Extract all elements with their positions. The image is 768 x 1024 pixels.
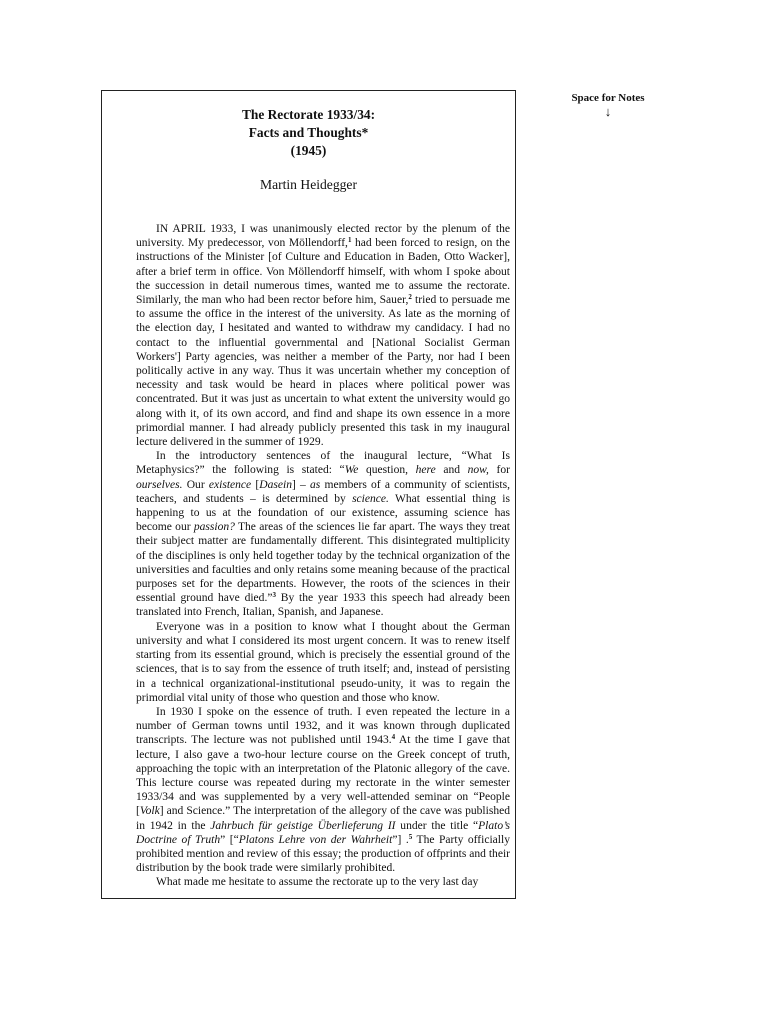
text-run: In 1930 I spoke on the essence of truth. I even repeated the lecture in a number of German towns until 1932, and it was known through duplicated transcripts. The lecture was not published until 1943. (136, 705, 510, 747)
italic-run: Plato’s Doctrine of Truth (136, 819, 510, 846)
italic-run: now, (467, 464, 489, 477)
italic-run: science. (352, 492, 389, 505)
paragraph-3: Everyone was in a position to know what I thought about the German university and what I considered its most urgent concern. It was to renew itself starting from its essential ground, which is precisely the essential ground of the sciences, that is to say from the essence of truth itself; and, instead of persisting in a technical organizational-institutional pseudo-unity, it was to regain the primordial vital unity of those who question and those who know. (136, 620, 510, 704)
text-run: question, (358, 464, 416, 477)
text-run: had been forced to resign, on the instructions of the Minister [of Culture and Education in Baden, Otto Wacker], after a brief term in office. Von Möllendorff himself, with whom I spoke about the succession in detail numerous times, wanted me to assume the rectorate. Similarly, the man who had been rector before him, Sauer, (136, 237, 511, 307)
text-run: for (488, 464, 510, 477)
text-run: By the year 1933 this speech had already been translated into French, Italian, Spanish, and Japanese. (136, 592, 510, 619)
text-run: [ (251, 478, 260, 491)
title-line-1: The Rectorate 1933/34: (241, 107, 376, 122)
italic-run: Volk (139, 805, 160, 818)
text-run: and (435, 464, 468, 477)
italic-run: passion? (193, 521, 235, 534)
text-run: Our (182, 478, 209, 491)
text-run: In the introductory sentences of the inaugural lecture, “What Is Metaphysics?” the following is stated: “ (136, 450, 510, 477)
italic-run: here (415, 464, 436, 477)
text-run: The areas of the sciences lie far apart. The ways they treat their subject matter are fundamentally different. This disintegrated multiplicity of the disciplines is only held together today by the technical organization of the universities and faculties and only retains some meaning because of the practical purposes set for the departments. However, the roots of the sciences in their essential ground have died.” (136, 521, 510, 605)
text-run: What essential thing is happening to us at the foundation of our existence, assuming science has become our (136, 492, 510, 534)
italic-run: Platons Lehre von der Wahrheit (238, 833, 393, 846)
footnote-ref: 1 (347, 236, 352, 245)
text-run: under the title “ (395, 819, 479, 832)
paragraph-5: What made me hesitate to assume the rectorate up to the very last day (156, 876, 479, 889)
notes-label: Space for Notes (571, 92, 645, 104)
paragraph-1 (136, 222, 510, 449)
italic-run: Jahrbuch für geistige Überlieferung II (210, 819, 396, 832)
text-run: ] – (291, 478, 310, 491)
footnote-ref: 5 (408, 832, 413, 841)
text-run: members of a community of scientists, teachers, and students – is determined by (136, 478, 511, 505)
italic-run: We (344, 464, 359, 477)
text-run: The Party officially prohibited mention and review of this essay; the production of offprints and their distribution by the book trade were similarly prohibited. (136, 833, 510, 875)
italic-run: as (310, 478, 321, 491)
page-frame (101, 90, 516, 899)
paragraph-4 (136, 705, 510, 875)
italic-run: ourselves. (136, 478, 183, 491)
title-line-2: Facts and Thoughts* (248, 125, 369, 140)
footnote-ref: 4 (391, 733, 396, 742)
footnote-ref: 3 (272, 591, 276, 600)
down-arrow-icon: ↓ (604, 104, 612, 119)
author-name: Martin Heidegger (259, 177, 357, 192)
italic-run: Dasein (259, 478, 292, 491)
paragraph-2 (136, 449, 510, 619)
text-run: ] and Science.” The interpretation of the allegory of the cave was published in 1942 in the (136, 805, 510, 832)
italic-run: existence (208, 478, 252, 491)
text-run: ” [“ (220, 833, 239, 846)
text-run: ”] . (392, 833, 409, 846)
footnote-ref: 2 (408, 293, 412, 302)
title-line-3: (1945) (290, 143, 327, 158)
text-run: IN APRIL 1933, I was unanimously elected rector by the plenum of the university. My predecessor, von Möllendorff, (136, 223, 510, 250)
body-text (136, 222, 510, 890)
text-run: At the time I gave that lecture, I also gave a two-hour lecture course on the Greek concept of truth, approaching the topic with an interpretation of the Platonic allegory of the cave. This lecture course was repeated during my rectorate in the winter semester 1933/34 and was supplemented by a very well-attended seminar on “People [ (136, 734, 510, 818)
text-run: tried to persuade me to assume the office in the interest of the university. As late as the morning of the election day, I hesitated and wanted to withdraw my candidacy. I had no contact to the influential governmental and [National Socialist German Workers'] Party agencies, was neither a member of the Party, nor had I been politically active in any way. Thus it was uncertain whether my conception of necessity and task would be heard in places where political power was concentrated. But it was just as uncertain to what extent the university would go along with it, of its own accord, and find and shape its own essence in a more primordial manner. I had already publicly presented this task in my inaugural lecture delivered in the summer of 1929. (136, 294, 510, 449)
